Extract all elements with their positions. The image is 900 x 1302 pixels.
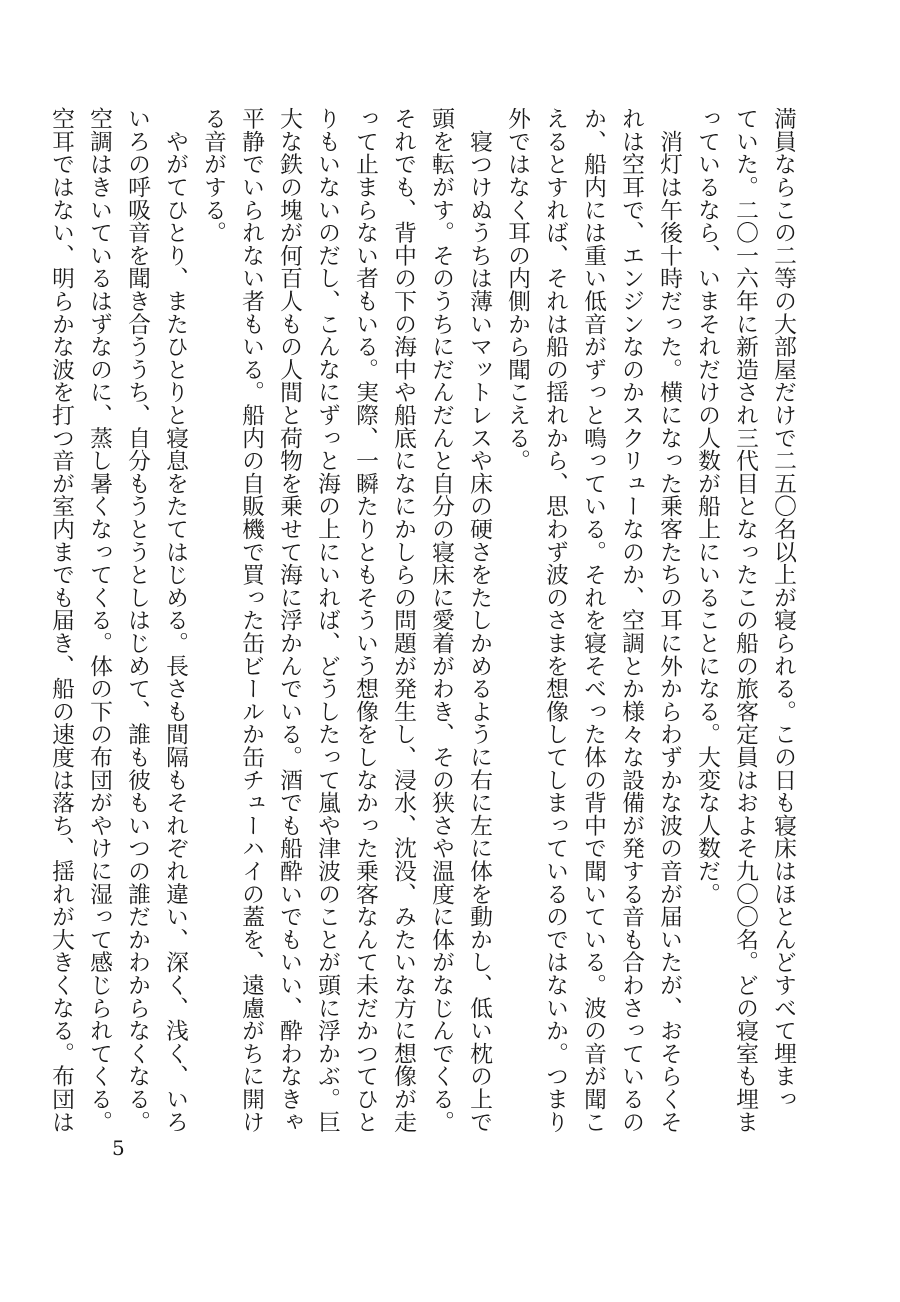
text-line: りもいないのだし、こんなにずっと海の上にいれば、どうしたって嵐や津波のことが頭に浮かぶ。巨 [314, 107, 340, 1133]
text-line: 外ではなく耳の内側から聞こえる。 [504, 107, 530, 472]
text-line: 空耳ではない、明らかな波を打つ音が室内までも届き、船の速度は落ち、揺れが大きくなる。布団は [48, 107, 74, 1133]
text-line: やがてひとり、またひとりと寝息をたてはじめる。長さも間隔もそれぞれ違い、深く、浅く、いろ [162, 107, 188, 1133]
vertical-text-body [48, 107, 802, 1133]
text-line: 消灯は午後十時だった。横になった乗客たちの耳に外からわずかな波の音が届いたが、おそらくそ [656, 107, 682, 1133]
text-line: 平静でいられない者もいる。船内の自販機で買った缶ビールか缶チューハイの蓋を、遠慮がちに開け [238, 107, 264, 1133]
text-line: 満員ならこの二等の大部屋だけで二五〇名以上が寝られる。この日も寝床はほとんどすべて埋まっ [770, 107, 796, 1111]
text-line: 空調はきいているはずなのに、蒸し暑くなってくる。体の下の布団がやけに湿って感じられてくる。 [86, 107, 112, 1133]
text-line: それでも、背中の下の海中や船底になにかしらの問題が発生し、浸水、沈没、みたいな方に想像が走 [390, 107, 416, 1133]
text-line: 大な鉄の塊が何百人もの人間と荷物を乗せて海に浮かんでいる。酒でも船酔いでもいい、酔わなきゃ [276, 107, 302, 1133]
text-line: 頭を転がす。そのうちにだんだんと自分の寝床に愛着がわき、その狭さや温度に体がなじんでくる。 [428, 107, 454, 1133]
text-line: っているなら、いまそれだけの人数が船上にいることになる。大変な人数だ。 [694, 107, 720, 905]
text-line: る音がする。 [200, 107, 226, 244]
text-line: って止まらない者もいる。実際、一瞬たりともそういう想像をしなかった乗客なんて未だかつてひと [352, 107, 378, 1133]
text-line: れは空耳で、エンジンなのかスクリューなのか、空調とか様々な設備が発する音も合わさっているの [618, 107, 644, 1133]
page-number: 5 [112, 1136, 125, 1160]
text-line: ていた。二〇一六年に新造され三代目となったこの船の旅客定員はおよそ九〇〇名。どの寝室も埋ま [732, 107, 758, 1133]
text-line: か、船内には重い低音がずっと鳴っている。それを寝そべった体の背中で聞いている。波の音が聞こ [580, 107, 606, 1133]
text-line: えるとすれば、それは船の揺れから、思わず波のさまを想像してしまっているのではないか。つまり [542, 107, 568, 1133]
text-line: いろの呼吸音を聞き合ううち、自分もうとうとしはじめて、誰も彼もいつの誰だかわからなくなる。 [124, 107, 150, 1133]
text-line: 寝つけぬうちは薄いマットレスや床の硬さをたしかめるように右に左に体を動かし、低い枕の上で [466, 107, 492, 1133]
